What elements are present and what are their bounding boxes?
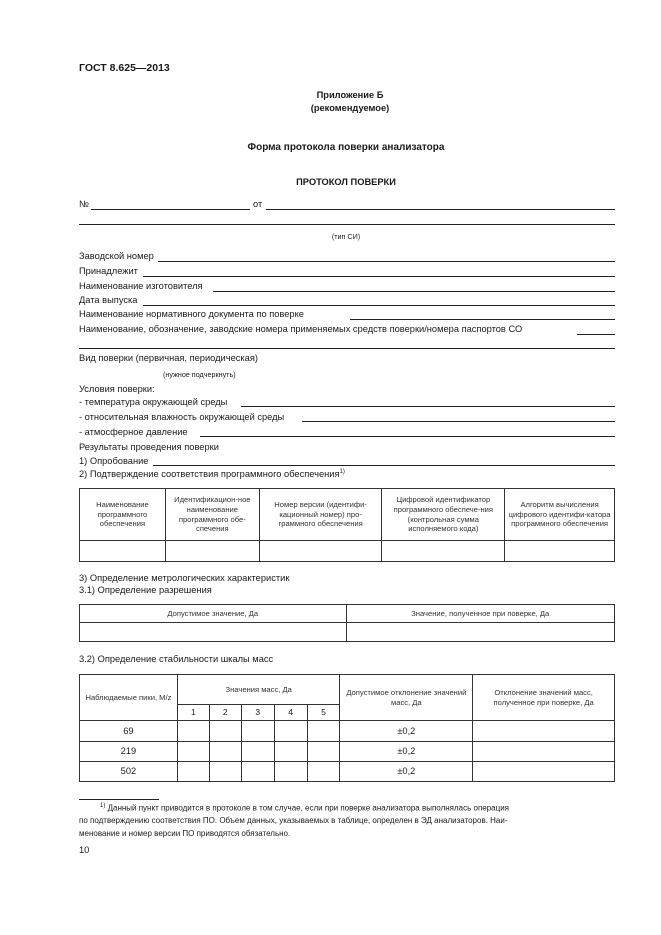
page-number: 10 (79, 845, 90, 855)
resolution-header-allowed: Допустимое значение, Да (80, 605, 347, 623)
tolerance-value: ±0,2 (340, 762, 473, 782)
tolerance-value: ±0,2 (340, 721, 473, 742)
mass-cell[interactable] (209, 742, 241, 762)
manufacturer-label: Наименование изготовителя (79, 281, 203, 291)
mass-cell[interactable] (307, 721, 340, 742)
software-cell-algorithm[interactable] (505, 541, 615, 562)
table-row (80, 762, 615, 782)
results-title: Результаты проведения поверки (79, 442, 219, 452)
testing-label: 1) Опробование (79, 456, 149, 466)
mass-cell[interactable] (177, 762, 209, 782)
mass-cell[interactable] (241, 721, 274, 742)
appendix-title: Приложение Б (316, 90, 384, 100)
footnote-line-2: по подтверждению соответствия ПО. Объем данных, указываемых в таблице, определен в ЭД анализаторов. Наи- (79, 816, 508, 825)
software-confirmation-label: 2) Подтверждение соответствия программного обеспечения$^{1)}$ (79, 469, 345, 480)
mass-cell[interactable] (307, 742, 340, 762)
metrology-title: 3) Определение метрологических характеристик (79, 573, 290, 583)
peak-value: 219 (80, 742, 178, 762)
deviation-cell[interactable] (473, 762, 615, 782)
deviation-cell[interactable] (473, 742, 615, 762)
serial-label: Заводской номер (79, 251, 154, 261)
footnote-divider (79, 799, 159, 800)
owner-line[interactable] (143, 276, 615, 277)
conditions-title: Условия поверки: (79, 384, 155, 394)
resolution-header-obtained: Значение, полученное при поверке, Да (346, 605, 615, 623)
testing-line[interactable] (153, 465, 615, 466)
mass-col-2: 2 (209, 705, 241, 721)
humidity-line[interactable] (302, 421, 615, 422)
humidity-label: - относительная влажность окружающей среды (79, 412, 285, 422)
software-cell-id-name[interactable] (165, 541, 259, 562)
stability-title: 3.2) Определение стабильности шкалы масс (79, 654, 274, 664)
manufacturer-line[interactable] (213, 291, 615, 292)
means-line[interactable] (577, 334, 615, 335)
normative-doc-label: Наименование нормативного документа по поверке (79, 309, 304, 319)
temperature-label: - температура окружающей среды (79, 397, 228, 407)
appendix-subtitle: (рекомендуемое) (310, 103, 390, 113)
software-cell-digital-id[interactable] (382, 541, 505, 562)
si-type-line[interactable] (79, 224, 615, 225)
verification-type-label: Вид поверки (первичная, периодическая) (79, 353, 258, 363)
mass-cell[interactable] (209, 762, 241, 782)
software-header-version: Номер версии (идентифи-кационный номер) про-граммного обеспечения (259, 489, 382, 541)
stability-table (79, 674, 615, 782)
pressure-label: - атмосферное давление (79, 427, 188, 437)
mass-cell[interactable] (177, 742, 209, 762)
table-row (80, 742, 615, 762)
peak-value: 69 (80, 721, 178, 742)
from-label: от (253, 199, 263, 209)
software-table (79, 488, 615, 562)
software-cell-version[interactable] (259, 541, 382, 562)
software-cell-name[interactable] (80, 541, 166, 562)
software-header-id-name: Идентификацион-ное наименование программного обе-спечения (165, 489, 259, 541)
stability-header-tolerance: Допустимое отклонение значений масс, Да (340, 675, 473, 721)
peak-value: 502 (80, 762, 178, 782)
software-header-name: Наименование программного обеспечения (80, 489, 166, 541)
protocol-title: ПРОТОКОЛ ПОВЕРКИ (296, 177, 396, 187)
mass-cell[interactable] (274, 762, 307, 782)
mass-col-5: 5 (307, 705, 340, 721)
date-line[interactable] (266, 209, 615, 210)
owner-label: Принадлежит (79, 266, 138, 276)
stability-header-peaks: Наблюдаемые пики, M/z (80, 675, 178, 721)
mass-cell[interactable] (209, 721, 241, 742)
pressure-line[interactable] (200, 436, 615, 437)
table-row (80, 721, 615, 742)
mass-cell[interactable] (241, 762, 274, 782)
si-type-caption: (тип СИ) (331, 232, 361, 241)
means-label: Наименование, обозначение, заводские номера применяемых средств поверки/номера паспортов СО (79, 324, 523, 334)
normative-doc-line[interactable] (350, 319, 615, 320)
number-line[interactable] (91, 209, 250, 210)
resolution-title: 3.1) Определение разрешения (79, 585, 212, 595)
mass-col-4: 4 (274, 705, 307, 721)
mass-cell[interactable] (274, 721, 307, 742)
tolerance-value: ±0,2 (340, 742, 473, 762)
number-label: № (79, 199, 89, 209)
release-date-label: Дата выпуска (79, 295, 138, 305)
footnote-line-3: менование и номер версии ПО приводятся обязательно. (79, 829, 291, 838)
stability-header-deviation: Отклонение значений масс, полученное при поверке, Да (473, 675, 615, 721)
mass-cell[interactable] (177, 721, 209, 742)
resolution-cell-obtained[interactable] (346, 623, 615, 642)
underline-hint: (нужное подчеркнуть) (163, 370, 236, 379)
mass-col-3: 3 (241, 705, 274, 721)
mass-cell[interactable] (307, 762, 340, 782)
mass-col-1: 1 (177, 705, 209, 721)
form-title: Форма протокола поверки анализатора (247, 142, 445, 153)
resolution-cell-allowed[interactable] (80, 623, 347, 642)
means-line-2[interactable] (79, 348, 615, 349)
software-header-digital-id: Цифровой идентификатор программного обеспече-ния (контрольная сумма исполняемого кода) (382, 489, 505, 541)
deviation-cell[interactable] (473, 721, 615, 742)
serial-line[interactable] (158, 261, 615, 262)
temperature-line[interactable] (241, 406, 615, 407)
resolution-table (79, 604, 615, 642)
standard-header: ГОСТ 8.625—2013 (79, 62, 170, 74)
software-header-algorithm: Алгоритм вычисления цифрового идентифи-катора программного обеспечения (505, 489, 615, 541)
footnote-line-1: $^{1)}$ Данный пункт приводится в протоколе в том случае, если при поверке анализатора выполнялась операция (100, 803, 510, 813)
mass-cell[interactable] (274, 742, 307, 762)
mass-cell[interactable] (241, 742, 274, 762)
release-date-line[interactable] (143, 305, 615, 306)
stability-header-masses: Значения масс, Да (177, 675, 340, 705)
